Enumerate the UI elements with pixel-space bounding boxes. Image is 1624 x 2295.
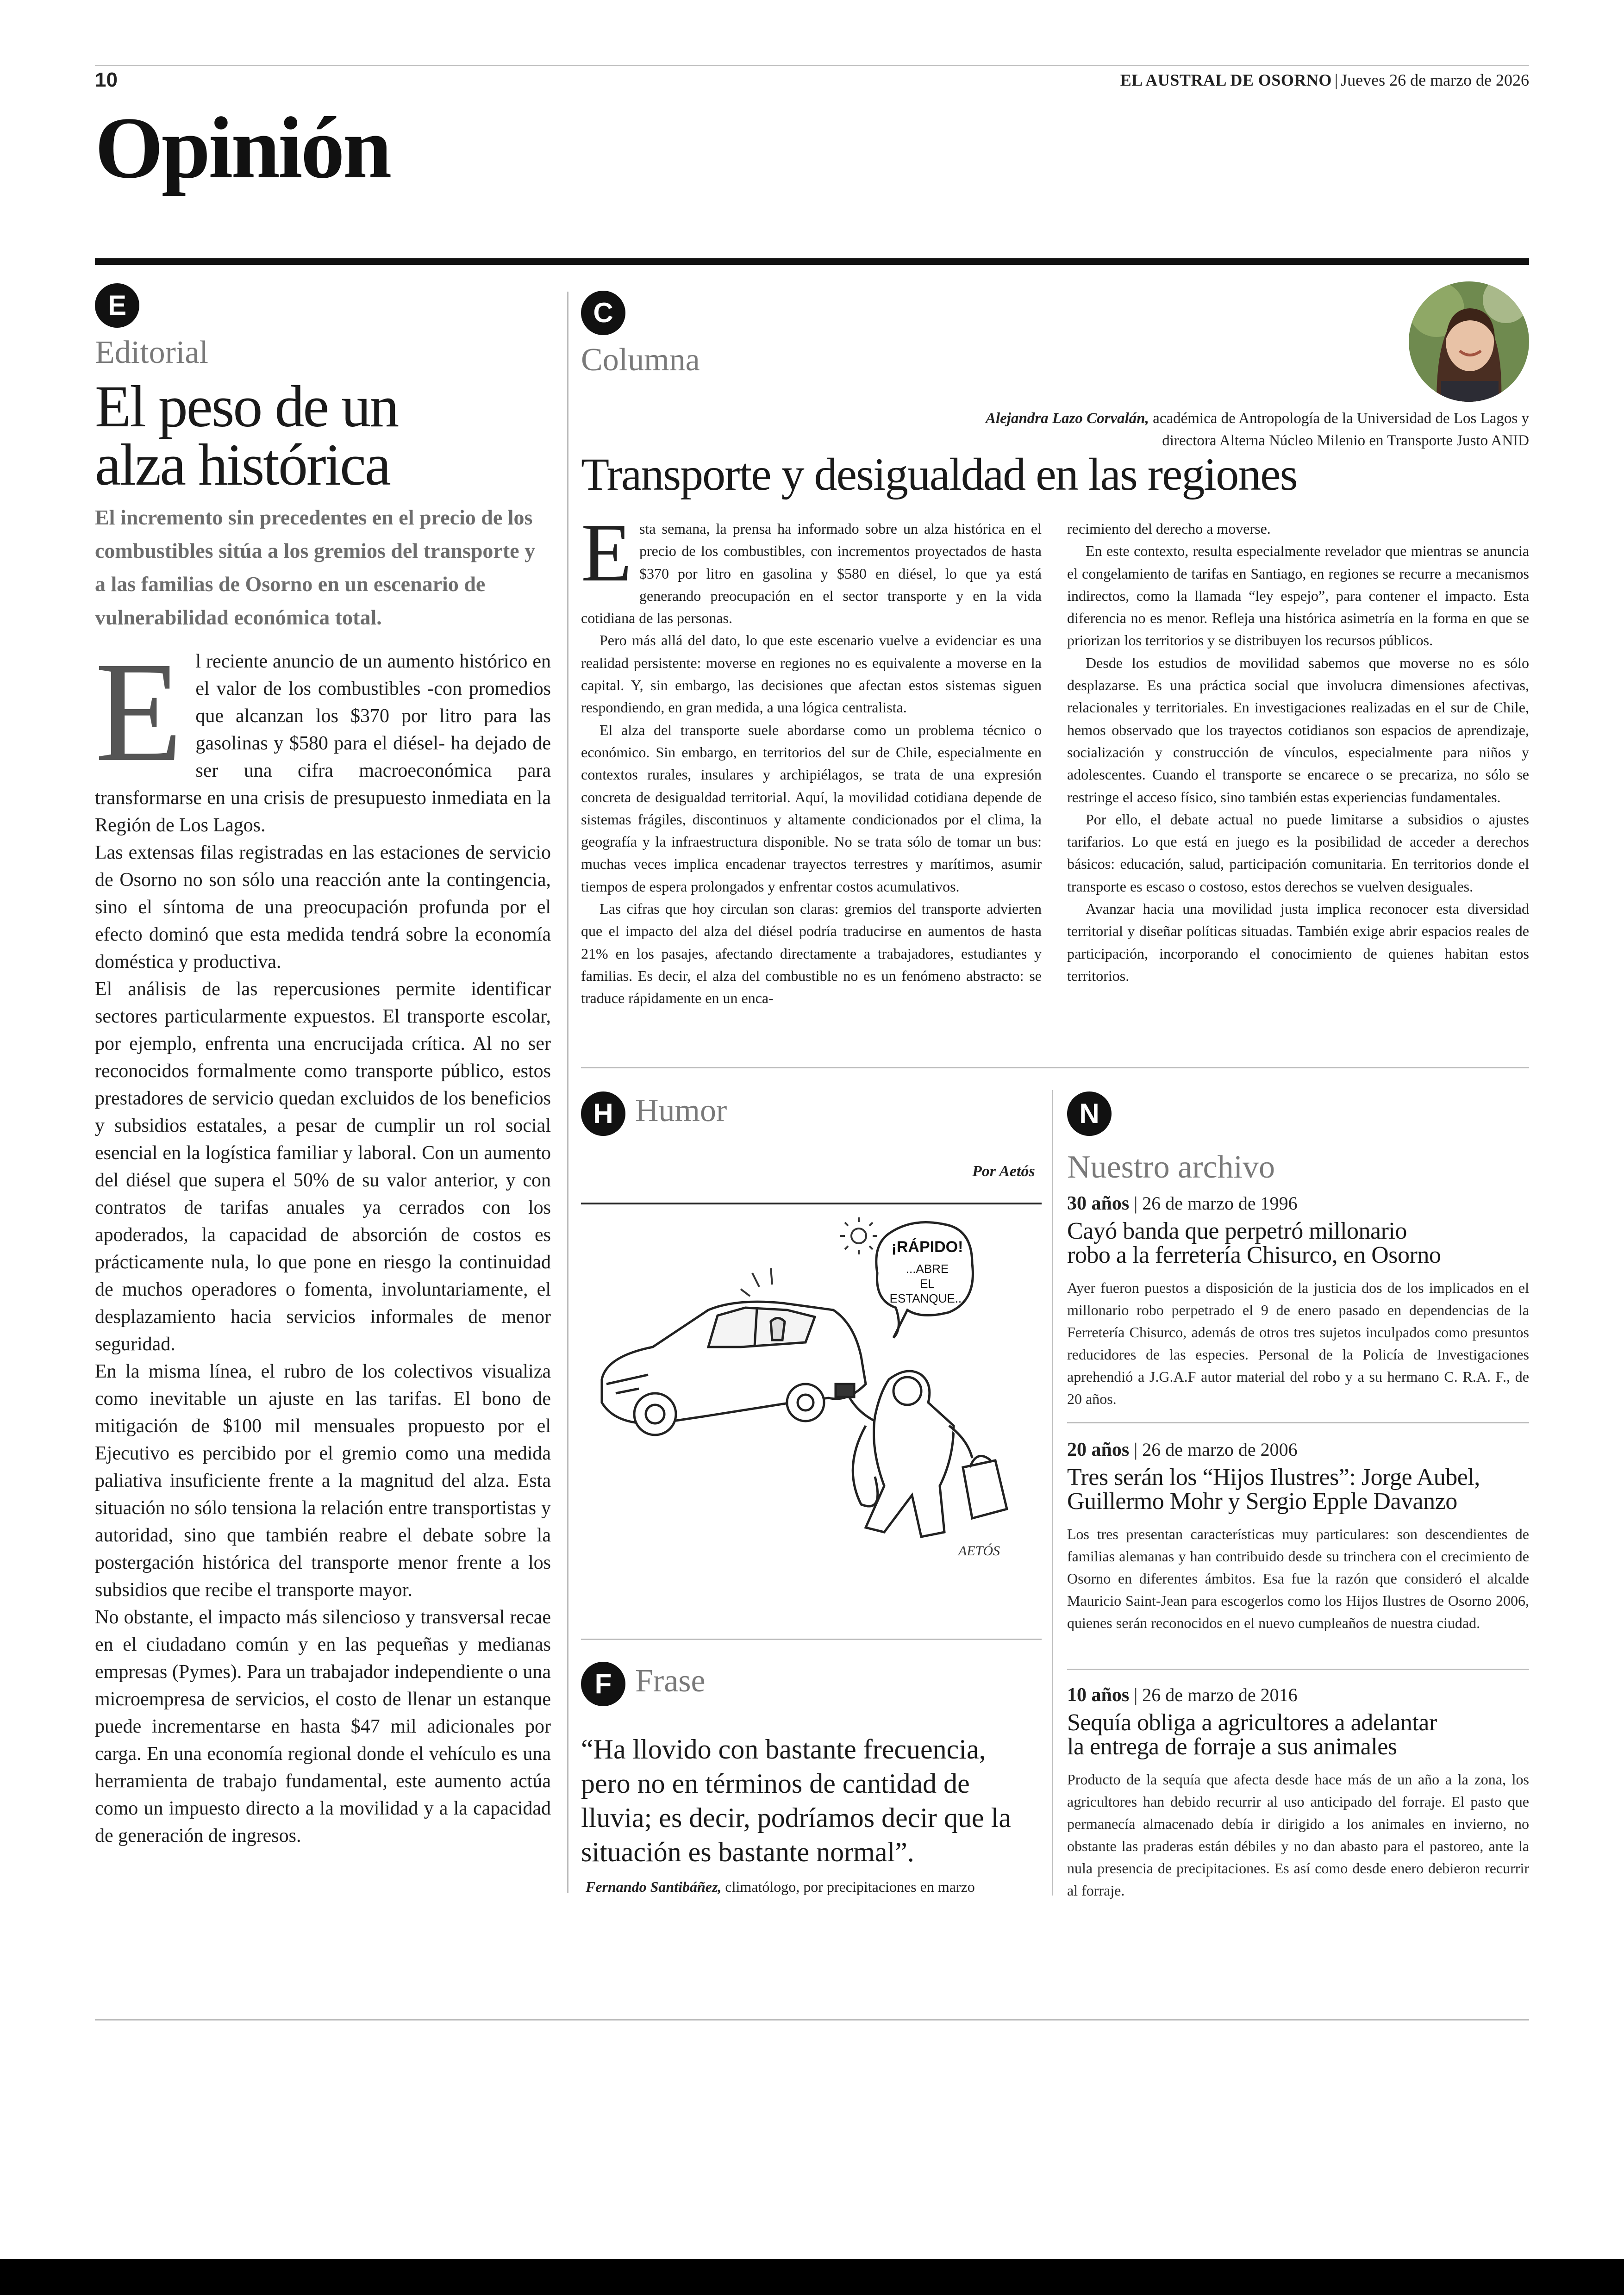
archive-headline-line: Cayó banda que perpetró millonario	[1067, 1218, 1407, 1244]
archive-years: 10 años	[1067, 1684, 1130, 1706]
editorial-paragraph: Las extensas filas registradas en las estaciones de servicio de Osorno no son sólo una reacción ante la contingencia, sino el síntoma de una preocupación profunda por el efecto dominó que esta medida tendrá sobre la economía doméstica y productiva.	[95, 842, 551, 973]
top-rule	[95, 65, 1529, 66]
editorial-paragraph: El análisis de las repercusiones permite identificar sectores particularmente expuestos. El transporte escolar, por ejemplo, enfrenta una encrucijada crítica. Al no ser reconocidos formalmente como transporte público, estos prestadores de servicio quedan excluidos de los beneficios y subsidios estatales, a pesar de cumplir un rol social esencial en la logística familiar y laboral. Con un aumento del diésel que supera el 50% de su valor anterior, y con contratos de tarifas anuales ya cerrados con los apoderados, la capacidad de absorción de costos es prácticamente nula, lo que pone en riesgo la continuidad de muchos operadores o fomenta, involuntariamente, el desplazamiento hacia servicios informales de menor seguridad.	[95, 979, 551, 1355]
archive-divider	[1052, 1090, 1053, 1896]
author-role: académica de Antropología de la Universidad de Los Lagos y directora Alterna Núcleo Milenio en Transporte Justo ANID	[1153, 410, 1529, 449]
humor-label: Humor	[635, 1093, 727, 1129]
archive-date: 26 de marzo de 1996	[1142, 1193, 1298, 1214]
frase-context: climatólogo, por precipitaciones en marzo	[725, 1878, 975, 1895]
column-paragraph: Por ello, el debate actual no puede limitarse a subsidios o ajustes tarifarios. Lo que está en juego es la posibilidad de acceder a derechos básicos: educación, salud, participación comunitaria. En territorios donde el transporte es escaso o costoso, estos derechos se vuelven desiguales.	[1067, 811, 1529, 895]
editorial-body	[95, 633, 551, 1850]
column-byline	[974, 407, 1529, 452]
archive-headline-line: Sequía obliga a agricultores a adelantar	[1067, 1709, 1437, 1736]
paper-name: EL AUSTRAL DE OSORNO	[1120, 71, 1332, 89]
section-rule	[95, 258, 1529, 265]
archive-headline-line: la entrega de forraje a sus animales	[1067, 1734, 1397, 1760]
bubble-text-3: EL	[920, 1277, 935, 1291]
editorial-paragraph: No obstante, el impacto más silencioso y transversal recae en el ciudadano común y en las pequeñas y medianas empresas (Pymes). Para un trabajador independiente o una microempresa de servicios, el costo de llenar un estanque puede incrementarse en hasta $47 mil adicionales por carga. En una economía regional donde el vehículo es una herramienta de trabajo fundamental, este aumento actúa como un impuesto directo a la movilidad y a la capacidad de generación de ingresos.	[95, 1607, 551, 1846]
archive-rule	[1067, 1422, 1529, 1423]
archive-years: 20 años	[1067, 1439, 1130, 1460]
column-paragraph: En este contexto, resulta especialmente revelador que mientras se anuncia el congelamiento de tarifas en Santiago, en regiones se recurre a mecanismos indirectos, como la llamada “ley espejo”, para contener el impacto. Esta diferencia no es menor. Refleja una histórica asimetría en la forma en que se priorizan los territorios y se distribuyen los recursos públicos.	[1067, 543, 1529, 649]
column-paragraph: recimiento del derecho a moverse.	[1067, 520, 1271, 537]
archive-years: 30 años	[1067, 1193, 1130, 1214]
footer-rule	[95, 2019, 1529, 2021]
frase-author: Fernando Santibáñez,	[586, 1878, 722, 1895]
column-badge: C	[581, 291, 625, 335]
editorial-deck: El incremento sin precedentes en el precio de los combustibles sitúa a los gremios del transporte y a las familias de Osorno en un escenario de vulnerabilidad económica total.	[95, 505, 536, 629]
column-label: Columna	[581, 342, 700, 378]
bubble-text-1: ¡RÁPIDO!	[891, 1238, 963, 1256]
archive-item-3-headline	[1067, 1711, 1530, 1759]
frase-badge: F	[581, 1662, 625, 1706]
humor-bottom-rule	[581, 1639, 1042, 1640]
archive-item-2-body: Los tres presentan características muy particulares: son descendientes de familias alemanas y han contribuido desde su trinchera con el crecimiento de Osorno en diferentes ámbitos. Esa fue la razón que consideró el alcalde Mauricio Saint-Jean para escogerlos como los Hijos Ilustres de Osorno 2006, quienes serán reconocidos en el nuevo cumpleaños de nuestra ciudad.	[1067, 1526, 1529, 1631]
column-divider	[567, 292, 568, 1893]
column-paragraph: El alza del transporte suele abordarse como un problema técnico o económico. Sin embargo, en territorios del sur de Chile, especialmente en contextos rurales, insulares y archipiélagos, se trata de una expresión concreta de desigualdad territorial. Aquí, la movilidad cotidiana depende de sistemas frágiles, discontinuos y altamente condicionados por el clima, la geografía y la infraestructura disponible. No se trata sólo de tomar un bus: muchas veces implica encadenar trayectos terrestres y marítimos, asumir tiempos de espera prolongados y enfrentar costos acumulativos.	[581, 721, 1042, 895]
frase-attribution	[586, 1878, 975, 1896]
editorial-badge: E	[95, 283, 139, 328]
frase-label: Frase	[635, 1663, 706, 1699]
author-photo	[1409, 281, 1529, 402]
issue-date: Jueves 26 de marzo de 2026	[1341, 71, 1529, 89]
editorial-title	[95, 374, 558, 498]
page-number: 10	[95, 69, 118, 91]
bottom-bar	[0, 2259, 1624, 2295]
archive-rule	[1067, 1669, 1529, 1670]
archive-badge: N	[1067, 1091, 1112, 1136]
archive-date: 26 de marzo de 2016	[1142, 1684, 1298, 1705]
editorial-label: Editorial	[95, 335, 208, 370]
masthead	[1120, 70, 1529, 90]
column-paragraph: sta semana, la prensa ha informado sobre un alza histórica en el precio de los combustibles, con incrementos proyectados de hasta $370 por litro en gasolina y $580 en diésel, lo que ya está generando preocupación en el sector transporte y en la vida cotidiana de las personas.	[581, 520, 1042, 627]
column-paragraph: Pero más allá del dato, lo que este escenario vuelve a evidenciar es una realidad persistente: moverse en regiones no es equivalente a moverse en la capital. Y, sin embargo, las decisiones que afectan estos sistemas siguen respondiendo, en gran medida, a una lógica centralista.	[581, 632, 1042, 716]
humor-credit: Por Aetós	[972, 1163, 1035, 1180]
column-body-right	[1067, 518, 1529, 987]
archive-headline-line: robo a la ferretería Chisurco, en Osorno	[1067, 1242, 1441, 1268]
frase-quote: “Ha llovido con bastante frecuencia, pero no en términos de cantidad de lluvia; es decir, podríamos decir que la situación es bastante normal”.	[581, 1734, 1011, 1867]
archive-item-1-body: Ayer fueron puestos a disposición de la justicia dos de los implicados en el millonario robo perpetrado el 9 de enero pasado en dependencias de la Ferretería Chisurco, además de otros tres sujetos inculpados como presuntos reducidores de las especies. Personal de la Policía de Investigaciones aprehendió a J.G.A.F autor material del robo y a su hermano C. R.A. F., de 20 años.	[1067, 1279, 1529, 1407]
archive-headline-line: Guillermo Mohr y Sergio Epple Davanzo	[1067, 1488, 1457, 1515]
column-paragraph: Desde los estudios de movilidad sabemos que moverse no es sólo desplazarse. Es una práctica social que involucra dimensiones afectivas, relacionales y territoriales. En investigaciones realizadas en el sur de Chile, hemos observado que los trayectos cotidianos son espacios de aprendizaje, socialización y construcción de vínculos, especialmente para niños y adolescentes. Cuando el transporte se encarece o se precariza, no sólo se restringe el acceso físico, sino también estas experiencias fundamentales.	[1067, 654, 1529, 805]
editorial-title-line2: alza histórica	[95, 432, 390, 498]
bubble-text-2: ...ABRE	[906, 1262, 949, 1276]
humor-rule	[581, 1203, 1042, 1204]
person-drawing	[836, 1371, 1007, 1537]
column-bottom-rule	[581, 1067, 1529, 1068]
column-paragraph: Las cifras que hoy circulan son claras: gremios del transporte advierten que el impacto del alza del diésel podría traducirse en aumentos de hasta 21% en los pasajes, afectando directamente a trabajadores, estudiantes y familias. Es decir, el alza del combustible no es un fenómeno abstracto: se traduce rápidamente en un enca-	[581, 900, 1042, 1007]
archive-date: 26 de marzo de 2006	[1142, 1439, 1298, 1460]
column-body-left	[581, 506, 1042, 1010]
column-paragraph: Avanzar hacia una movilidad justa implica reconocer esta diversidad territorial y diseñar políticas situadas. También exige abrir espacios reales de participación, incorporando el conocimiento de quienes habitan estos territorios.	[1067, 900, 1529, 984]
archive-item-3-date: 10 años | 26 de marzo de 2016	[1067, 1684, 1298, 1706]
archive-item-2-headline	[1067, 1466, 1530, 1514]
archive-label: Nuestro archivo	[1067, 1149, 1275, 1185]
editorial-dropcap: E	[95, 633, 183, 792]
car-drawing	[602, 1302, 866, 1435]
archive-item-1-headline	[1067, 1219, 1530, 1267]
archive-item-3-body: Producto de la sequía que afecta desde hace más de un año a la zona, los agricultores han debido recurrir al uso anticipado del forraje. El pasto que permanecía almacenado debía ir dirigido a los animales en invierno, no obstante las praderas están débiles y no dan abasto para el pastoreo, ante la nula presencia de precipitaciones. Es así como desde enero debieron recurrir al forraje.	[1067, 1771, 1529, 1899]
cartoon	[588, 1208, 1042, 1592]
humor-badge: H	[581, 1091, 625, 1136]
column-title: Transporte y desigualdad en las regiones	[581, 449, 1297, 500]
archive-item-1-date: 30 años | 26 de marzo de 1996	[1067, 1193, 1298, 1214]
archive-headline-line: Tres serán los “Hijos Ilustres”: Jorge Aubel,	[1067, 1464, 1480, 1491]
column-dropcap: E	[581, 506, 632, 599]
section-title: Opinión	[95, 100, 390, 197]
editorial-paragraph: En la misma línea, el rubro de los colectivos visualiza como inevitable un ajuste en las tarifas. El bono de mitigación de $100 mil mensuales propuesto por el Ejecutivo es percibido por el gremio como una medida paliativa insuficiente frente a la magnitud del alza. Esta situación no sólo tensiona la relación entre transportistas y autoridad, sino que también reabre el debate sobre la postergación histórica del transporte menor frente a los subsidios que recibe el transporte mayor.	[95, 1361, 551, 1601]
editorial-paragraph: l reciente anuncio de un aumento histórico en el valor de los combustibles -con promedios que alcanzan los $370 por litro para las gasolinas y $580 para el diésel- ha dejado de ser una cifra macroeconómica para transformarse en una crisis de presupuesto inmediata en la Región de Los Lagos.	[95, 651, 551, 836]
author-name: Alejandra Lazo Corvalán,	[985, 410, 1149, 427]
archive-item-2-date: 20 años | 26 de marzo de 2006	[1067, 1439, 1298, 1460]
masthead-separator: |	[1334, 71, 1338, 89]
bubble-text-4: ESTANQUE...	[889, 1291, 965, 1305]
editorial-title-line1: El peso de un	[95, 374, 398, 439]
cartoon-signature: AETÓS	[958, 1543, 1000, 1559]
